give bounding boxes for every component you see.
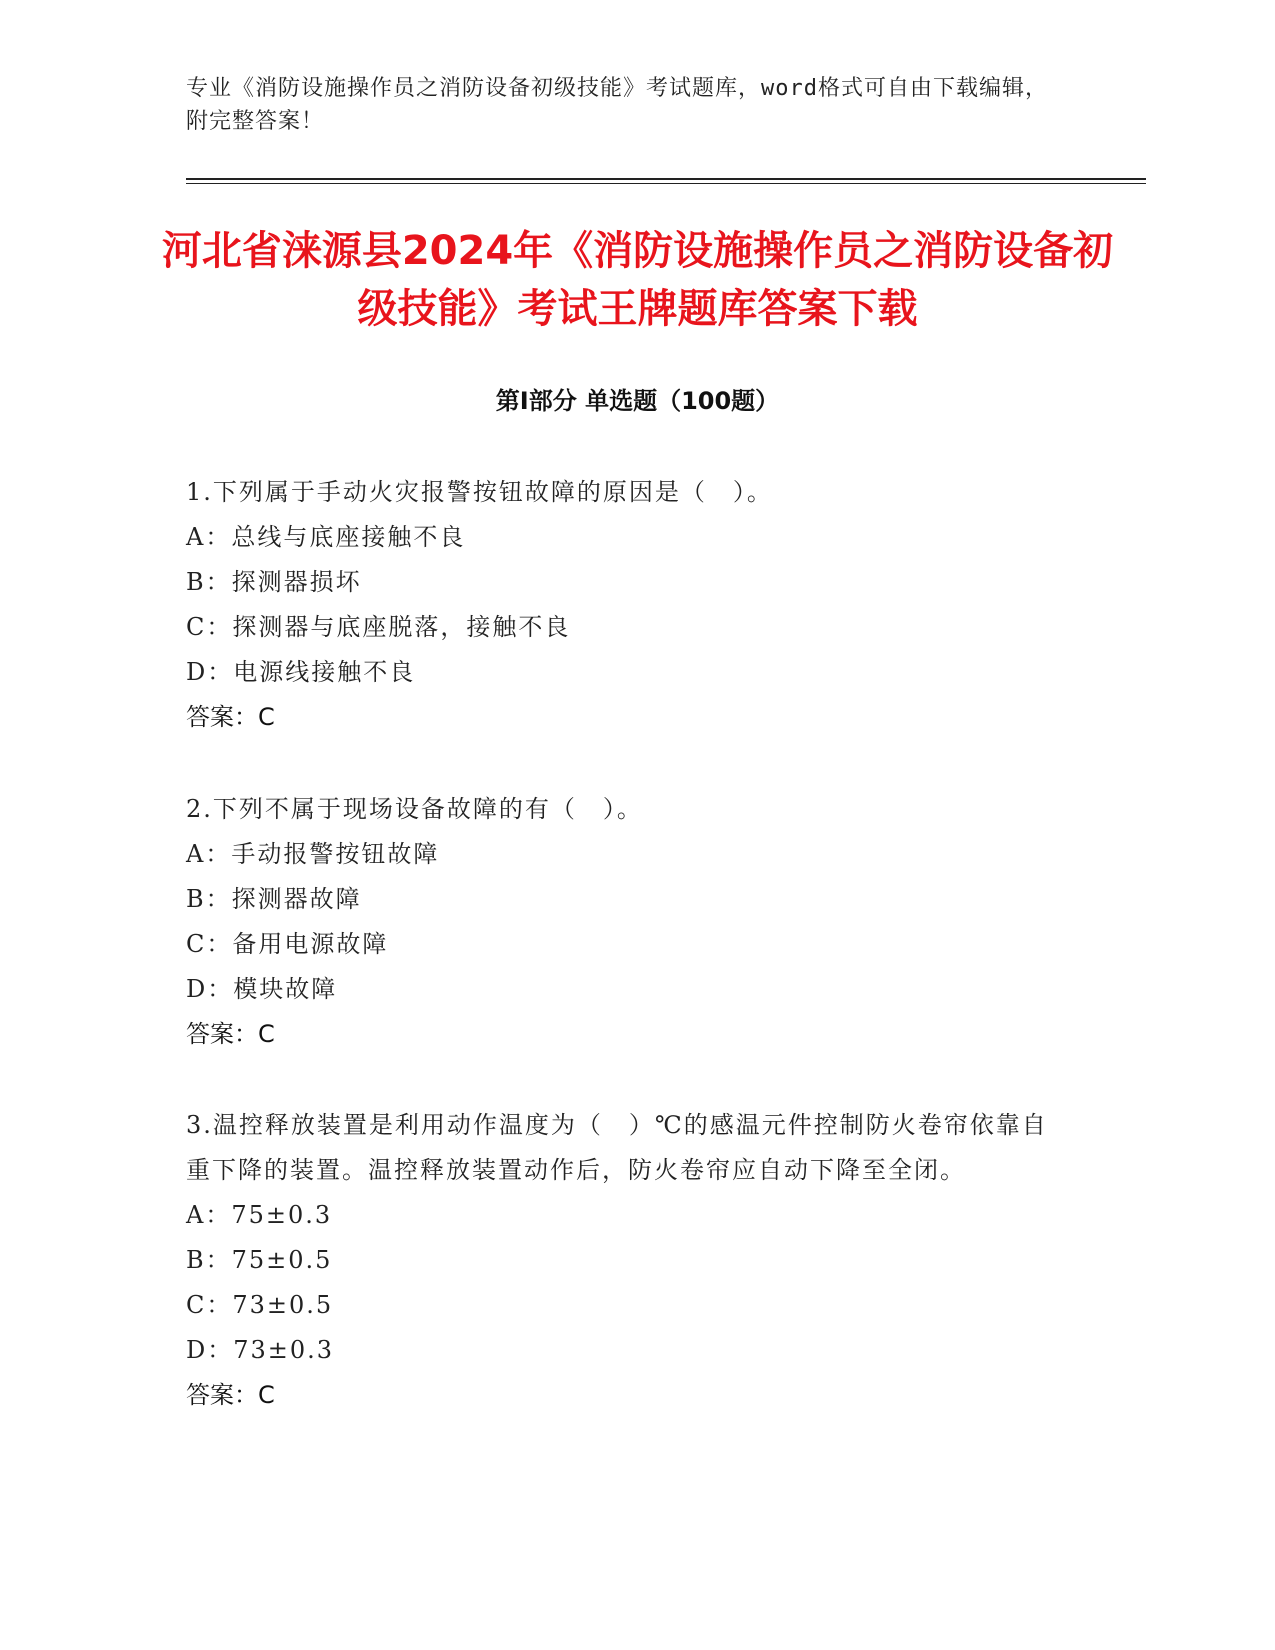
- header-divider-thick: [186, 178, 1146, 180]
- option-a: A：手动报警按钮故障: [186, 840, 440, 868]
- question-stem: 3.温控释放装置是利用动作温度为（ ）℃的感温元件控制防火卷帘依靠自重下降的装置。温控释放装置动作后，防火卷帘应自动下降至全闭。: [186, 1111, 1048, 1184]
- header-note: 专业《消防设施操作员之消防设备初级技能》考试题库，word格式可自由下载编辑，附完整答案！: [186, 76, 1048, 134]
- document-title: 河北省涞源县2024年《消防设施操作员之消防设备初级技能》考试王牌题库答案下载: [161, 228, 1114, 332]
- question-block: [186, 1103, 1066, 1418]
- question-block: [186, 787, 1066, 1057]
- option-a: A：75±0.3: [186, 1201, 333, 1229]
- question-block: [186, 470, 1066, 740]
- option-d: D：电源线接触不良: [186, 658, 416, 686]
- answer: 答案：C: [186, 1020, 275, 1048]
- option-b: B：探测器损坏: [186, 568, 362, 596]
- option-c: C：73±0.5: [186, 1291, 334, 1319]
- option-c: C：探测器与底座脱落，接触不良: [186, 613, 571, 641]
- option-a: A：总线与底座接触不良: [186, 523, 466, 551]
- option-d: D：73±0.3: [186, 1336, 335, 1364]
- option-b: B：探测器故障: [186, 885, 362, 913]
- option-b: B：75±0.5: [186, 1246, 333, 1274]
- option-c: C：备用电源故障: [186, 930, 389, 958]
- answer: 答案：C: [186, 703, 275, 731]
- question-stem: 1.下列属于手动火灾报警按钮故障的原因是（ ）。: [186, 478, 773, 506]
- question-stem: 2.下列不属于现场设备故障的有（ ）。: [186, 795, 643, 823]
- header-divider-thin: [186, 183, 1146, 184]
- option-d: D：模块故障: [186, 975, 338, 1003]
- answer: 答案：C: [186, 1381, 275, 1409]
- section-title: 第Ⅰ部分 单选题（100题）: [495, 387, 780, 415]
